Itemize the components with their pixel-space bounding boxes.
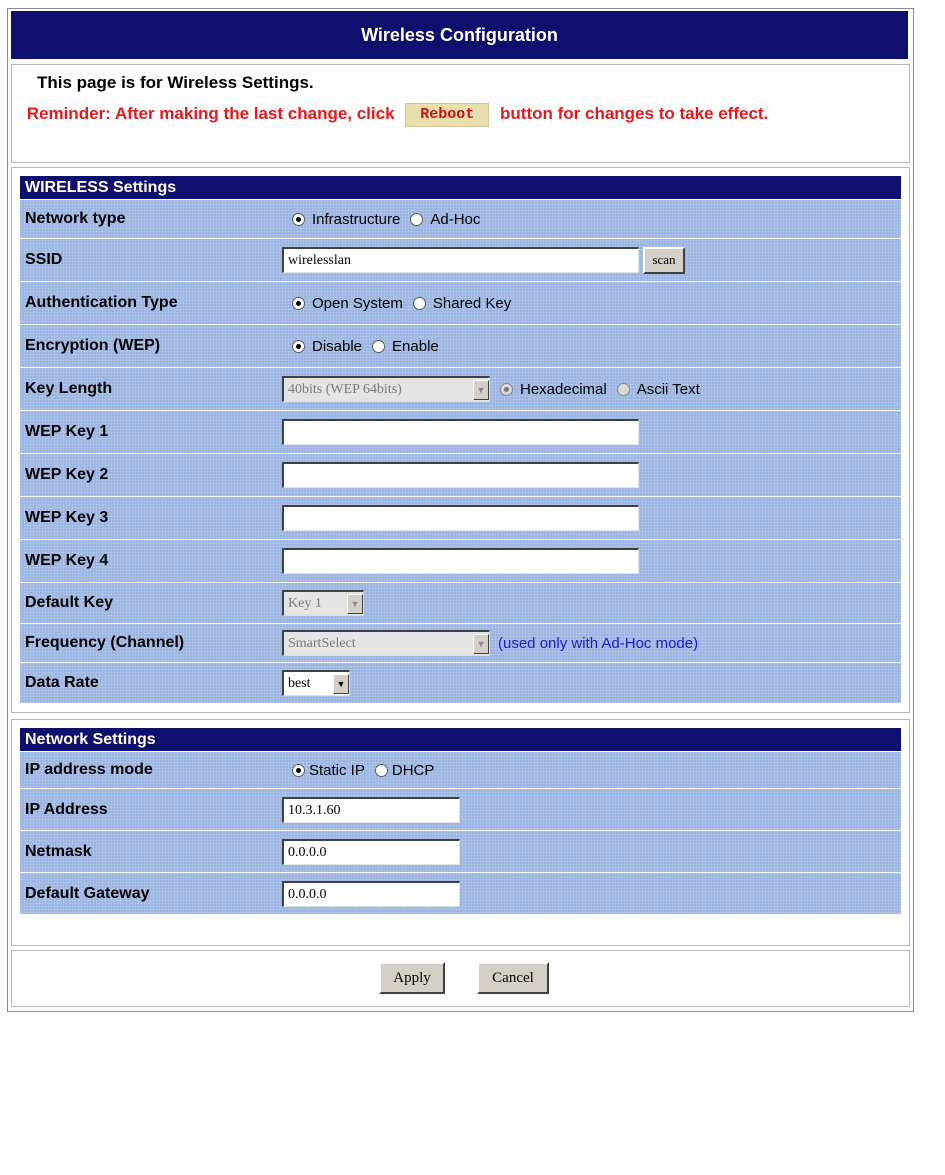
intro-text: This page is for Wireless Settings. — [37, 73, 314, 92]
default-key-row — [20, 583, 901, 624]
wep-key3-input[interactable] — [282, 505, 639, 531]
frequency-select[interactable] — [282, 630, 490, 656]
netmask-input[interactable]: 0.0.0.0 — [282, 839, 460, 865]
hexadecimal-label: Hexadecimal — [520, 380, 607, 398]
infrastructure-radio[interactable] — [292, 213, 305, 226]
wep-key4-row — [20, 540, 901, 583]
default-key-select[interactable] — [282, 590, 364, 616]
network-settings-panel — [11, 719, 910, 946]
config-frame — [7, 8, 914, 1012]
network-section-title: Network Settings — [20, 728, 901, 752]
wep-key4-input[interactable] — [282, 548, 639, 574]
hexadecimal-radio[interactable] — [500, 383, 513, 396]
key-length-value: 40bits (WEP 64bits) — [288, 381, 402, 397]
ascii-text-label: Ascii Text — [636, 380, 700, 398]
adhoc-radio[interactable] — [410, 213, 423, 226]
data-rate-value: best — [288, 675, 311, 691]
network-type-row — [20, 200, 901, 239]
default-key-value: Key 1 — [288, 595, 322, 611]
shared-key-label: Shared Key — [432, 294, 512, 312]
data-rate-row — [20, 663, 901, 703]
static-ip-radio[interactable] — [292, 764, 305, 777]
data-rate-select[interactable] — [282, 670, 350, 696]
ssid-input[interactable]: wirelesslan — [282, 247, 639, 273]
frequency-row — [20, 624, 901, 663]
chevron-down-icon[interactable]: ▼ — [347, 594, 363, 614]
reboot-button[interactable]: Reboot — [405, 103, 489, 127]
ip-address-row — [20, 789, 901, 831]
wireless-section-title: WIRELESS Settings — [20, 176, 901, 200]
encryption-row — [20, 325, 901, 368]
chevron-down-icon[interactable]: ▼ — [473, 634, 489, 654]
gateway-row — [20, 873, 901, 914]
frequency-note: (used only with Ad-Hoc mode) — [498, 634, 699, 652]
dhcp-radio[interactable] — [375, 764, 388, 777]
wep-key1-label: WEP Key 1 — [25, 423, 109, 440]
gateway-input[interactable]: 0.0.0.0 — [282, 881, 460, 907]
shared-key-radio[interactable] — [413, 297, 426, 310]
ip-mode-row — [20, 752, 901, 789]
reminder-before: Reminder: After making the last change, click — [26, 104, 395, 123]
static-ip-label: Static IP — [309, 761, 365, 779]
ip-address-label: IP Address — [25, 800, 108, 818]
frequency-value: SmartSelect — [288, 635, 356, 651]
key-length-label: Key Length — [25, 380, 113, 397]
open-system-label: Open System — [312, 294, 403, 312]
adhoc-label: Ad-Hoc — [430, 210, 481, 228]
apply-button[interactable]: Apply — [379, 962, 445, 994]
wep-key1-input[interactable] — [282, 419, 639, 445]
auth-type-label: Authentication Type — [25, 294, 178, 311]
ssid-label: SSID — [25, 251, 63, 268]
key-length-row — [20, 368, 901, 411]
chevron-down-icon[interactable]: ▼ — [473, 380, 489, 400]
wep-key2-row — [20, 454, 901, 497]
intro-panel — [11, 64, 910, 163]
scan-button[interactable]: scan — [643, 247, 685, 274]
action-bar — [11, 950, 910, 1007]
wep-key4-label: WEP Key 4 — [25, 552, 109, 569]
wep-key3-label: WEP Key 3 — [25, 509, 109, 526]
wep-key3-row — [20, 497, 901, 540]
wep-key1-row — [20, 411, 901, 454]
enable-label: Enable — [392, 337, 439, 355]
dhcp-label: DHCP — [391, 761, 435, 779]
network-settings-table — [20, 728, 901, 914]
wep-key2-input[interactable] — [282, 462, 639, 488]
infrastructure-label: Infrastructure — [312, 210, 401, 228]
ascii-text-radio[interactable] — [617, 383, 630, 396]
cancel-button[interactable]: Cancel — [477, 962, 549, 994]
auth-type-row — [20, 282, 901, 325]
ip-mode-label: IP address mode — [25, 761, 153, 778]
enable-radio[interactable] — [372, 340, 385, 353]
disable-radio[interactable] — [292, 340, 305, 353]
wep-key2-label: WEP Key 2 — [25, 466, 109, 483]
default-key-label: Default Key — [25, 594, 114, 611]
encryption-label: Encryption (WEP) — [25, 337, 161, 354]
page-title: Wireless Configuration — [11, 11, 908, 59]
netmask-label: Netmask — [25, 842, 92, 860]
open-system-radio[interactable] — [292, 297, 305, 310]
data-rate-label: Data Rate — [25, 674, 99, 691]
disable-label: Disable — [312, 337, 363, 355]
key-length-select[interactable] — [282, 376, 490, 402]
netmask-row — [20, 831, 901, 873]
ip-address-input[interactable]: 10.3.1.60 — [282, 797, 460, 823]
gateway-label: Default Gateway — [25, 884, 150, 902]
ssid-row — [20, 239, 901, 282]
network-type-label: Network type — [25, 210, 126, 227]
reminder-text — [22, 101, 882, 127]
frequency-label: Frequency (Channel) — [25, 634, 185, 651]
wireless-settings-table — [20, 176, 901, 703]
reminder-after: button for changes to take effect. — [500, 104, 769, 123]
wireless-settings-panel — [11, 167, 910, 713]
chevron-down-icon[interactable]: ▼ — [333, 674, 349, 694]
